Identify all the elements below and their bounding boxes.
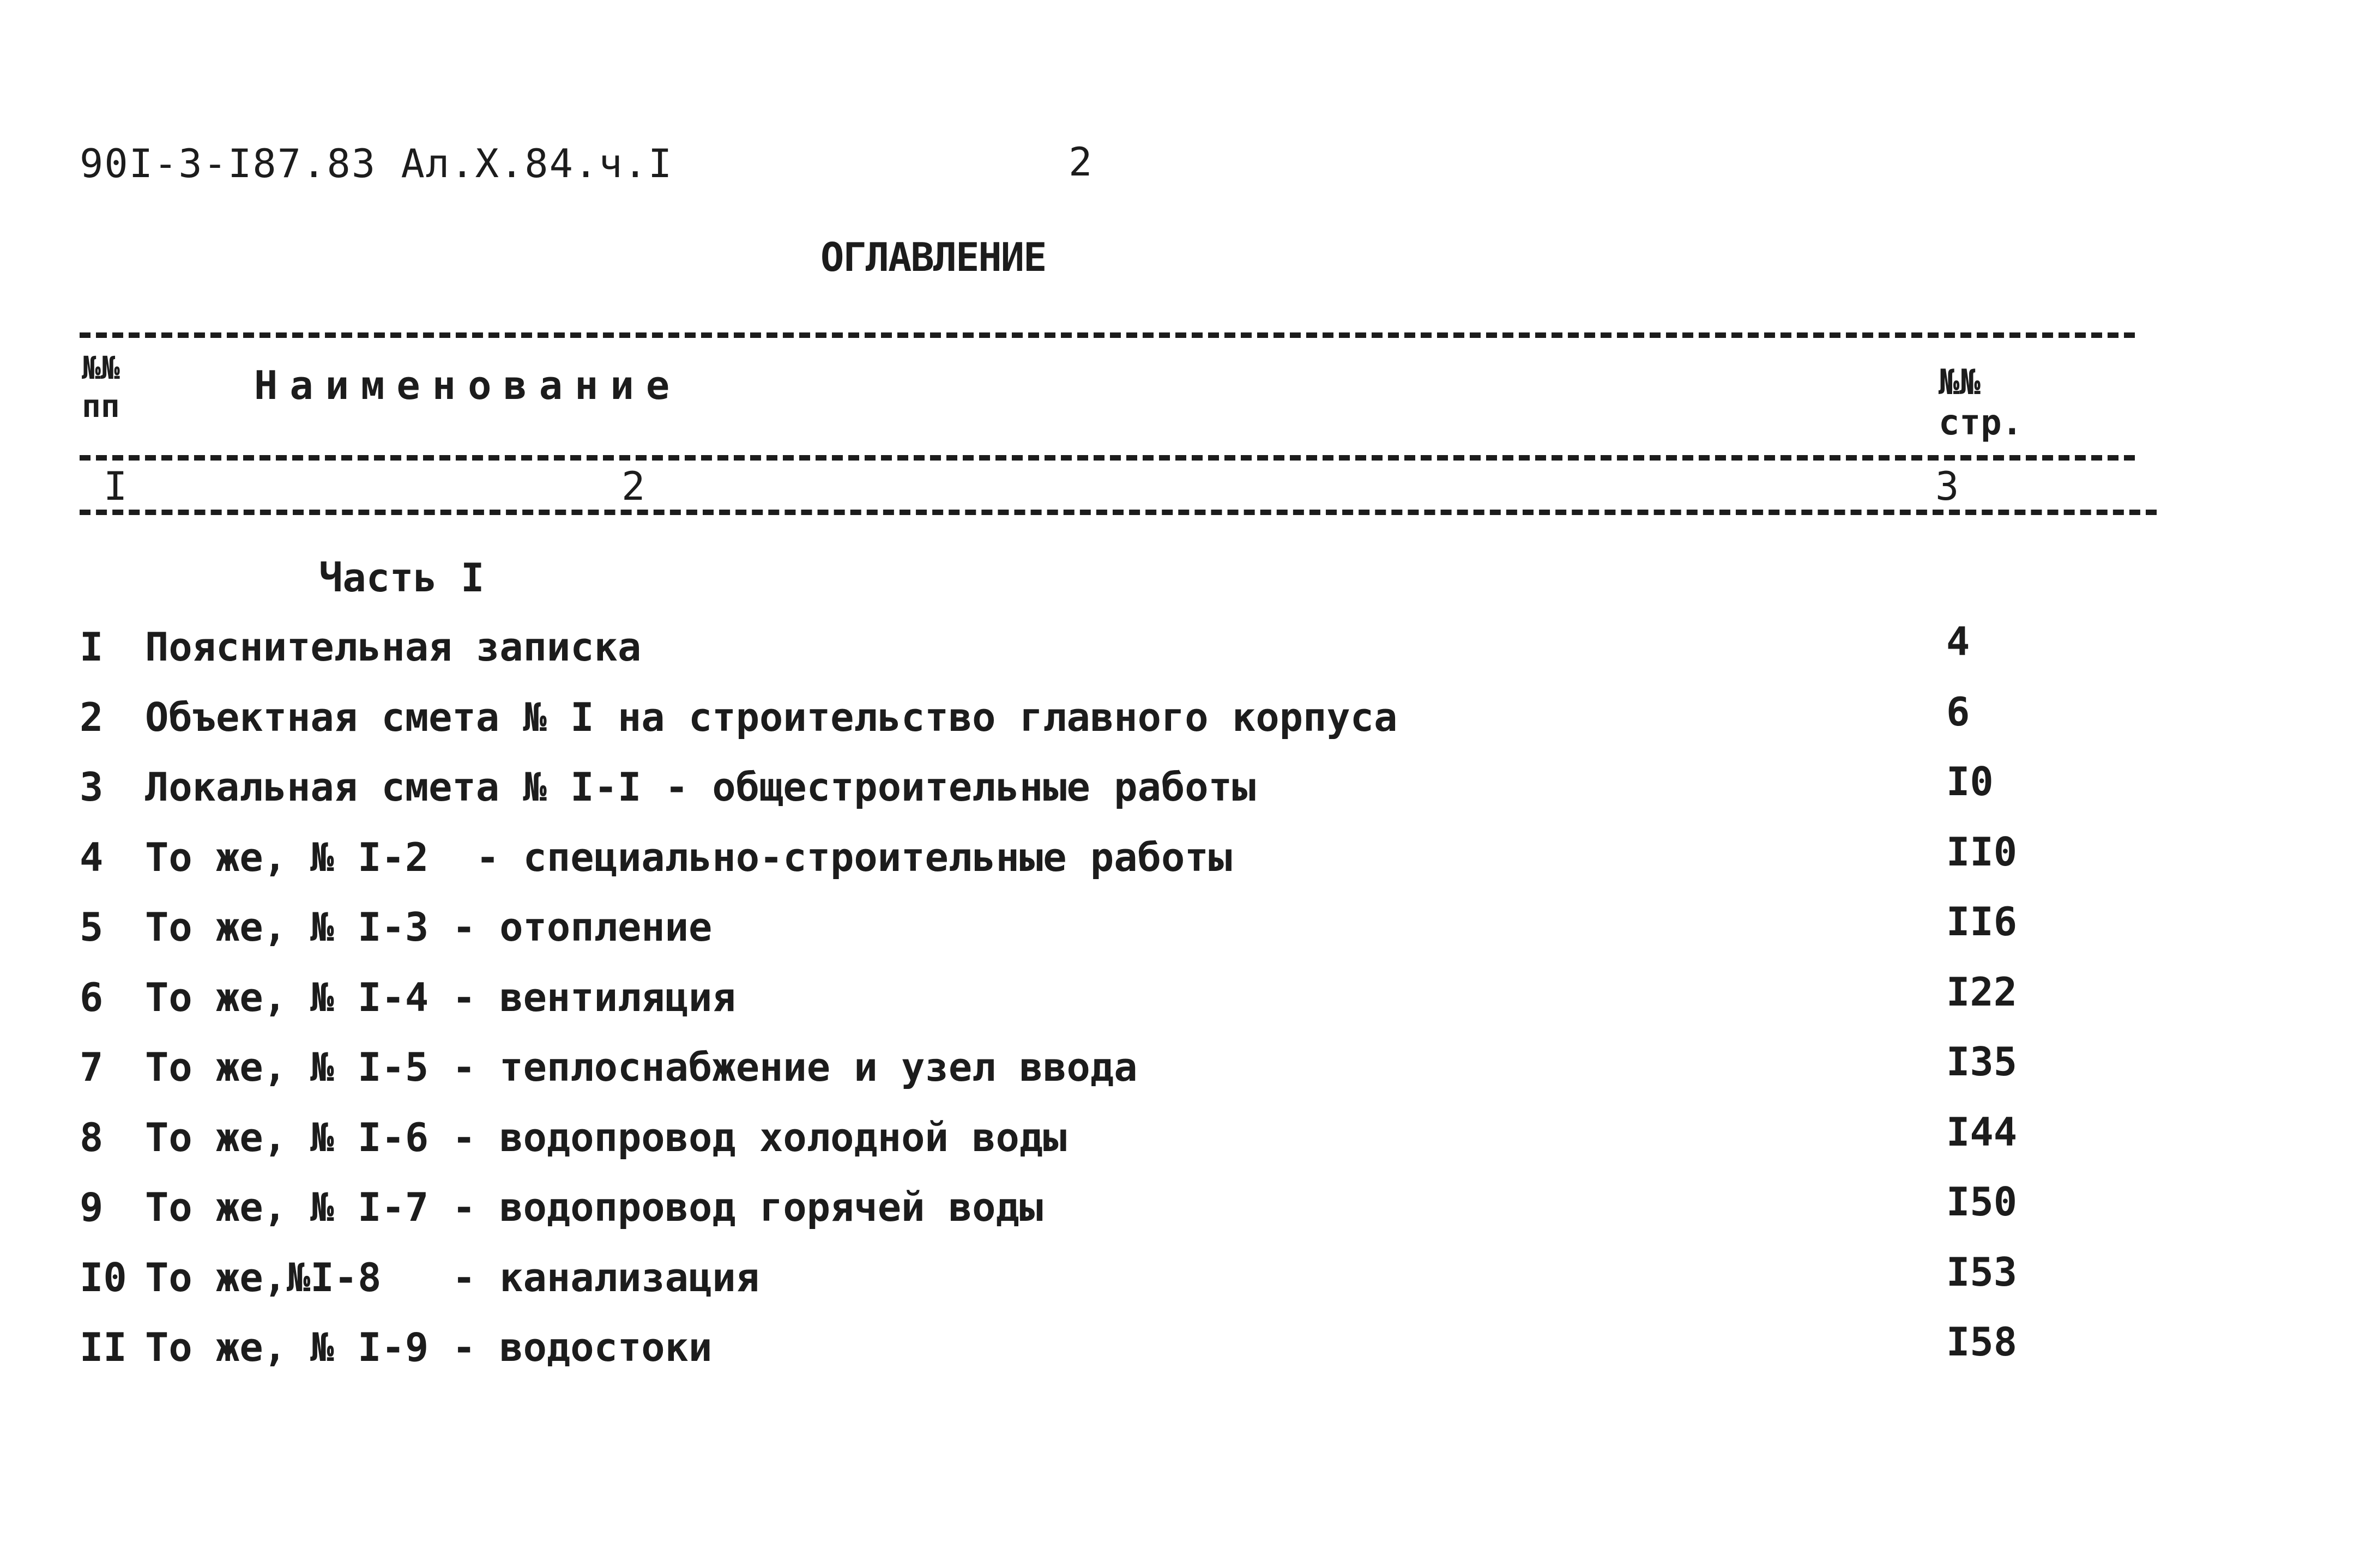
row-number: 7 [80,1044,104,1090]
row-number: II [80,1324,127,1370]
header-page-label-line2: стр. [1939,403,2023,443]
row-title: То же,№I-8 - канализация [145,1255,760,1300]
row-page-number: I0 [1946,759,1994,804]
section-heading: Часть I [319,555,485,601]
header-bottom-rule [80,455,2135,461]
column-numbers-rule [80,510,2157,515]
row-page-number: 6 [1946,689,1970,735]
header-number-label-line1: №№ [82,349,120,386]
row-title: То же, № I-2 - специально-строительные работы [145,834,1232,880]
row-title: То же, № I-9 - водостоки [145,1324,713,1370]
row-title: Локальная смета № I-I - общестроительные работы [145,764,1256,810]
row-number: 2 [80,694,104,740]
page-title: ОГЛАВЛЕНИЕ [820,234,1046,280]
column-number-1: I [104,463,128,509]
column-number-2: 2 [621,463,645,509]
row-title: Объектная смета № I на строительство главного корпуса [145,694,1398,740]
page-number: 2 [1069,139,1093,185]
row-page-number: I50 [1946,1179,2018,1225]
row-number: 4 [80,834,104,880]
row-page-number: II0 [1946,829,2018,875]
table-top-rule [80,332,2135,338]
header-number-label-line2: пп [82,388,120,425]
row-page-number: I35 [1946,1039,2018,1085]
row-number: 8 [80,1115,104,1160]
row-number: 3 [80,764,104,810]
row-title: То же, № I-4 - вентиляция [145,974,736,1020]
header-page-label-line1: №№ [1939,362,1981,403]
row-title: То же, № I-6 - водопровод холодной воды [145,1115,1067,1160]
column-number-3: 3 [1935,463,1959,509]
row-page-number: I44 [1946,1109,2018,1155]
document-code: 90I-3-I87.83 Ал.X.84.ч.I [80,141,673,186]
row-page-number: II6 [1946,899,2018,945]
row-page-number: I53 [1946,1249,2018,1295]
row-number: 6 [80,974,104,1020]
row-page-number: I22 [1946,969,2018,1015]
row-page-number: 4 [1946,619,1970,664]
header-name-label: Наименование [254,362,682,408]
row-title: То же, № I-7 - водопровод горячей воды [145,1184,1043,1230]
row-number: I0 [80,1255,127,1300]
row-number: 9 [80,1184,104,1230]
header-page-label [1939,362,2023,443]
header-number-label [82,349,120,425]
row-title: Пояснительная записка [145,624,642,670]
row-number: 5 [80,904,104,950]
row-title: То же, № I-3 - отопление [145,904,713,950]
row-number: I [80,624,104,670]
row-page-number: I58 [1946,1319,2018,1365]
row-title: То же, № I-5 - теплоснабжение и узел ввода [145,1044,1138,1090]
